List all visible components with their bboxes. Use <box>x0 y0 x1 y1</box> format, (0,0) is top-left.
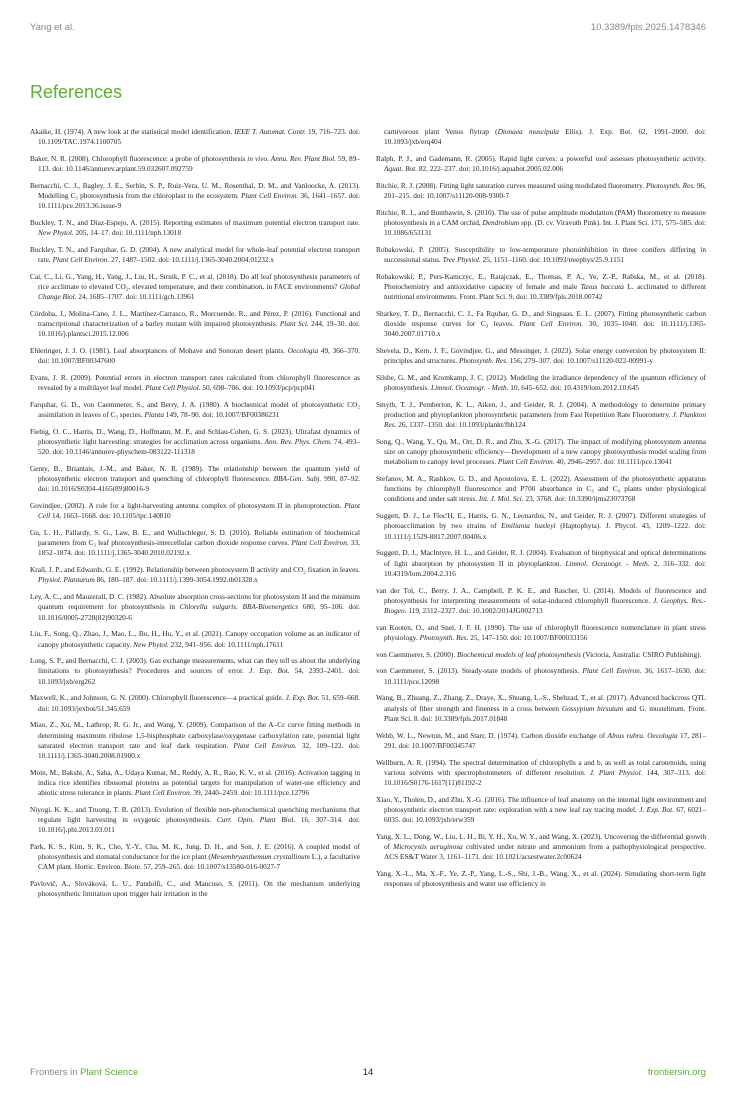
reference-text: 96, 201–215. doi: 10.1007/s11120-008-9300-7 <box>384 180 706 201</box>
reference-journal: Plant Cell Environ. <box>291 538 349 548</box>
reference-entry <box>30 656 360 686</box>
reference-text: 24, 1685–1707. doi: 10.1111/gcb.13961 <box>76 292 195 302</box>
reference-text: 17, 281–291. doi: 10.1007/BF00345747 <box>384 730 706 750</box>
reference-text: Genty, B., Briantais, J.-M., and Baker, N. R. (1989). The relationship between the quantum yield of photosynthetic electron transport and quenching of chlorophyll fluorescence. <box>30 464 360 484</box>
reference-text: Akaike, H. (1974). A new look at the statistical model identification. <box>30 127 235 136</box>
reference-journal: Emiliania huxleyi <box>501 521 556 531</box>
reference-text: (Haptophyta). J. Phycol. 43, 1209–1222. doi: 10.1111/j.1529-8817.2007.00406.x <box>384 521 706 541</box>
reference-text: 36, 1641–1657. doi: 10.1111/pce.2013.36.issue-9 <box>38 191 360 211</box>
reference-journal: Dendrobium <box>482 218 520 228</box>
reference-entry <box>376 437 706 467</box>
reference-journal: Microcystis aeruginosa <box>393 841 463 851</box>
reference-entry <box>30 879 360 899</box>
reference-text: 51, 659–668. doi: 10.1093/jexbot/51.345.659 <box>38 693 360 713</box>
reference-entry <box>30 127 360 147</box>
reference-journal: Alnus rubra. Oecologia <box>607 730 678 740</box>
reference-text: Moin, M., Bakshi, A., Saha, A., Udaya Kumar, M., Reddy, A. R., Rao, K. V., et al. (2016). Activation tagging in indica rice identifies ribosomal proteins as potential targets for manipulation of water-use efficiency and abiotic stress tolerance in plants. <box>30 767 360 797</box>
reference-journal: BBA-Gen. Subj. <box>273 474 322 484</box>
reference-text: Ley, A. C., and Mauzerall, D. C. (1982). Absolute absorption cross-sections for photosystem II and the minimum quantum requirement for photosynthesis in <box>30 592 360 612</box>
reference-entry <box>30 842 360 872</box>
reference-entry <box>376 869 706 889</box>
reference-text: 244, 19–30. doi: 10.1016/j.plantsci.2015.12.006 <box>38 319 360 339</box>
reference-entry <box>30 181 360 211</box>
reference-text: spp. (D. cv. Viravuth Pink). Int. J. Plant Sci. 171, 575–585. doi: 10.1086/653131 <box>384 218 706 238</box>
reference-text: 32, 109–122. doi: 10.1111/j.1365-3040.2008.01900.x <box>38 740 361 760</box>
reference-text: 149, 78–90. doi: 10.1007/BF00386231 <box>163 410 280 420</box>
reference-entry <box>376 373 706 393</box>
reference-text: 67, 6021–6035. doi: 10.1093/jxb/erw359 <box>384 804 707 824</box>
reference-text: Pavlovič, A., Slováková, L. U., Pandolfi, C., and Mancuso, S. (2011). On the mechanism underlying photosynthetic limitation upon trigger hair irritation in the <box>30 878 360 898</box>
reference-text: Long, S. P., and Bernacchi, C. J. (2003). Gas exchange measurements, what can they tell us about the underlying limitations to photosynthesis? Procedures and sources of error. <box>30 656 360 676</box>
reference-text: Ritchie, R. J. (2008). Fitting light saturation curves measured using modulated fluorometry. <box>376 180 647 190</box>
reference-text: Yang, X.-L., Ma, X.-F., Ye, Z.-P., Yang, L.-S., Shi, J.-B., Wang, X., et al. (2024). Simulating short-term light responses of photosynthesis and water use efficiency in <box>376 868 706 888</box>
reference-journal: Curr. Opin. Plant Biol. <box>216 814 296 824</box>
reference-journal: Gossypium hirsutum <box>561 703 624 713</box>
reference-text: van der Tol, C., Berry, J. A., Campbell, P. K. E., and Rascher, U. (2014). Models of fluorescence and photosynthesis for interpreting measurements of solar-induced chlorophyll fluorescence. <box>376 585 706 605</box>
reference-text: 54, 2393–2401. doi: 10.1093/jxb/erg262 <box>38 666 360 686</box>
reference-text: Ehleringer, J. J. O. (1981). Leaf absorptances of Mohave and Sonoran desert plants. <box>30 346 288 356</box>
reference-entry <box>30 373 360 393</box>
reference-text: 990, 87–92. doi: 10.1016/S0304-4165(89)80016-9 <box>38 474 361 494</box>
reference-entry <box>30 501 360 521</box>
reference-entry <box>376 272 706 302</box>
references-column-right <box>376 127 706 896</box>
reference-entry <box>30 528 360 558</box>
reference-entry <box>30 768 360 798</box>
reference-text: Cai, C., Li, G., Yang, H., Yang, J., Liu, H., Struik, P. C., et al. (2018). Do all leaf photosynthesis parameters of rice acclimate to elevated CO₂, elevated temperature, and their combination, in FACE environments? <box>30 272 360 292</box>
reference-text: Stefanov, M. A., Rashkov, G. D., and Apostolova, E. L. (2022). Assessment of the photosynthetic apparatus functions by chlorophyll fluorescence and P700 absorbance in C₃ and C₄ plants under physiological conditions and under salt stress. <box>376 474 706 504</box>
reference-journal: Physiol. Plantarum <box>38 575 95 585</box>
reference-journal: in vivo. Annu. Rev. Plant Biol. <box>247 153 336 163</box>
reference-journal: Plant Cell Environ. <box>582 666 642 676</box>
reference-text: Krall, J. P., and Edwards, G. E. (1992). Relationship between photosystem II activity and CO₂ fixation in leaves. <box>30 565 360 575</box>
reference-text: Smyth, T. J., Pemberton, K. L., Aiken, J., and Geider, R. J. (2004). A methodology to determine primary production and phytoplankton photosynthetic parameters from Fast Repetition Rate Fluorometry. <box>376 400 706 420</box>
reference-text: Park, K. S., Kim, S. K., Cho, Y.-Y., Cha, M. K., Jung, D. H., and Son, J. E. (2016). A coupled model of photosynthesis and stomatal conductance for the ice plant ( <box>30 841 360 861</box>
running-header <box>30 22 706 36</box>
reference-entry <box>376 511 706 541</box>
reference-text: 86, 180–187. doi: 10.1111/j.1399-3054.1992.tb01328.x <box>94 575 258 585</box>
reference-entry <box>376 666 706 686</box>
reference-entry <box>30 805 360 835</box>
reference-text: 50, 698–706. doi: 10.1093/pcp/pcp041 <box>200 383 316 393</box>
reference-text: Suggett, D. J., Le Floc'H, E., Harris, G. N., Leonardos, N., and Geider, R. J. (2007). Different strategies of photoacclimation by two strains of <box>376 511 706 531</box>
reference-entry <box>376 650 706 660</box>
reference-entry <box>30 245 360 265</box>
reference-text: Ralph, P. J., and Gademann, R. (2005). Rapid light curves: a powerful tool assesses photosynthetic activity. <box>376 153 706 163</box>
reference-entry <box>30 400 360 420</box>
footer-journal-prefix: Frontiers in <box>30 1067 81 1078</box>
reference-text: 33, 1852–1874. doi: 10.1111/j.1365-3040.2010.02192.x <box>38 538 360 558</box>
reference-journal: J. Geophys. Res.-Biogeo. <box>384 595 706 615</box>
reference-journal: Photosynth. Res. <box>419 632 469 642</box>
reference-entry <box>30 464 360 494</box>
reference-journal: Plant Cell Environ. <box>497 457 555 467</box>
reference-journal: Plant Cell Environ. <box>241 191 299 201</box>
reference-journal: Oecologia <box>287 346 319 356</box>
reference-text: Yang, X. L., Dong, W., Liu, L. H., Bi, Y. H., Xu, W. Y., and Wang, X. (2023). Uncovering the differential growth of <box>376 831 706 851</box>
reference-journal: J. Exp. Bot. <box>249 666 290 676</box>
reference-journal: Taxus baccata <box>580 282 624 292</box>
reference-entry <box>30 309 360 339</box>
reference-entry <box>30 592 360 622</box>
reference-journal: J. Exp. Bot. <box>285 693 320 703</box>
reference-entry <box>376 127 706 147</box>
footer-journal-name: Plant Science <box>80 1067 139 1078</box>
reference-journal: Dionaea muscipula <box>497 127 559 136</box>
reference-text: 26, 1337–1350. doi: 10.1093/plankt/fbh124 <box>396 420 526 430</box>
reference-entry <box>376 346 706 366</box>
reference-entry <box>30 629 360 649</box>
reference-text: L. acclimated to different nutritional environments. Front. Plant Sci. 9. doi: 10.3389/fpls.2018.00742 <box>384 282 707 302</box>
reference-journal: Plant Cell Physiol. <box>145 383 201 393</box>
reference-entry <box>376 181 706 201</box>
reference-text: Robakowski, P., Pers-Kamczyc, E., Ratajczak, E., Thomas, P. A., Ye, Z.-P., Rabska, M., et al. (2018). Photochemistry and antioxidative capacity of female and male <box>376 272 706 292</box>
reference-journal: Aquat. Bot. <box>384 164 418 174</box>
reference-journal: Plant Cell Environ. <box>134 787 192 797</box>
reference-journal: J. Exp. Bot. <box>639 804 675 814</box>
reference-entry <box>376 245 706 265</box>
reference-text: (Victoria, Australia: CSIRO Publishing). <box>581 649 702 659</box>
reference-journal: Photosynth. Res. <box>646 180 695 190</box>
reference-journal: Ann. Rev. Phys. Chem. <box>264 437 332 447</box>
reference-text: Shevela, D., Kern, J. F., Govindjee, G., and Messinger, J. (2023). Solar energy conversion by photosystem II: principles and structures. <box>376 346 706 366</box>
reference-text: 14, 1663–1668. doi: 10.1105/tpc.140810 <box>50 511 171 521</box>
reference-text: cultivated under nitrate and ammonium from a pathophysiological perspective. ACS ES&T Water 3, 1161–1171. doi: 10.1021/acsestwater.2c00624 <box>384 841 706 861</box>
reference-text: Gu, L. H., Pallardy, S. G., Law, B. E., and Wullschleger, S. D. (2010). Reliable estimation of biochemical parameters from C₃ leaf photosynthesis-intercellular carbon dioxide response curves. <box>30 528 360 548</box>
reference-text: 16, 307–314. doi: 10.1016/j.pbi.2013.03.011 <box>38 814 360 834</box>
reference-text: Govindjee, (2002). A role for a light-harvesting antenna complex of photosystem II in photoprotection. <box>30 501 345 511</box>
reference-text: 2, 316–332. doi: 10.4319/lom.2004.2.316 <box>384 558 707 578</box>
reference-entry <box>376 623 706 643</box>
reference-journal: Global Change Biol. <box>38 282 360 302</box>
reference-text: 144, 307–313. doi: 10.1016/S0176-1617(11)81192-2 <box>384 767 706 787</box>
reference-text: Evans, J. R. (2009). Potential errors in electron transport rates calculated from chlorophyll fluorescence as revealed by a multilayer leaf model. <box>30 373 360 393</box>
reference-text: 23, 3768. doi: 10.3390/ijms23073768 <box>523 494 636 504</box>
reference-text: 25, 147–150. doi: 10.1007/BF00033156 <box>468 632 588 642</box>
reference-text: 39, 2440–2459. doi: 10.1111/pce.12796 <box>191 787 310 797</box>
reference-text: 49, 366–370. doi: 10.1007/BF00347600 <box>38 346 360 366</box>
reference-journal: Biochemical models of leaf photosynthesis <box>456 649 581 659</box>
page-number: 14 <box>362 1067 374 1078</box>
reference-entry <box>376 474 706 504</box>
reference-text: carnivorous plant Venus flytrap ( <box>384 127 498 136</box>
reference-text: Baker, N. R. (2008). Chlorophyll fluorescence: a probe of photosynthesis <box>30 153 248 163</box>
header-authors: Yang et al. <box>30 22 75 33</box>
reference-entry <box>376 309 706 339</box>
reference-journal: Plant Sci. <box>279 319 309 329</box>
references-column-left <box>30 127 360 906</box>
reference-text: 205, 14–17. doi: 10.1111/nph.13018 <box>73 228 182 238</box>
reference-text: Fiebig, O. C., Harris, D., Wang, D., Hoffmann, M. P., and Schlau-Cohen, G. S. (2023). Ultrafast dynamics of photosynthetic light harvesting: strategies for acclimation across organisms. <box>30 427 360 447</box>
reference-text: van Kooten, O., and Snel, J. F. H. (1990). The use of chlorophyll fluorescence nomenclature in plant stress physiology. <box>376 622 706 642</box>
reference-text: 40, 2946–2957. doi: 10.1111/pce.13041 <box>554 457 673 467</box>
reference-entry <box>376 693 706 723</box>
reference-text: Ritchie, R. J., and Bunthawin, S. (2010). The use of pulse amplitude modulation (PAM) fluorometry to measure photosynthesis in a CAM orchid, <box>376 207 706 228</box>
reference-text: Córdoba, J., Molina-Cano, J. L., Martínez-Carrasco, R., Morcuende, R., and Pérez, P. (2016). Functional and transcriptional characterization of a barley mutant with impaired photosynthesis. <box>30 309 360 329</box>
reference-journal: Limnol. Oceanogr. - Meth. <box>431 383 509 393</box>
references-heading: References <box>30 82 123 102</box>
reference-entry <box>376 400 706 430</box>
reference-text: Song, Q., Wang, Y., Qu, M., Ort, D. R., and Zhu, X.-G. (2017). The impact of modifying photosystem antenna size on canopy photosynthetic efficiency—Development of a new canopy photosynthesis model scaling from metabolism to canopy level processes. <box>376 437 706 467</box>
reference-text: 156, 279–307. doi: 10.1007/s11120-022-00991-y <box>507 356 654 366</box>
reference-text: Miao, Z., Xu, M., Lathrop, R. G. Jr., and Wang, Y. (2009). Comparison of the A–Cc curve fitting methods in determining maximum ribulose 1,5-bisphosphate carboxylase/oxygenase carboxylation rate, potential light saturated electron transport rate and leaf dark respiration. <box>30 720 360 750</box>
reference-text: Maxwell, K., and Johnson, G. N. (2000). Chlorophyll fluorescence—a practical guide. <box>30 693 286 703</box>
reference-journal: Plant Cell Environ. <box>52 255 110 265</box>
reference-entry <box>376 795 706 825</box>
reference-text: Silsbe, G. M., and Kromkamp, J. C. (2012). Modeling the irradiance dependency of the quantum efficiency of photosynthesis. <box>376 373 706 393</box>
reference-entry <box>376 731 706 751</box>
reference-journal: Limnol. Oceanogr. - Meth. <box>565 558 650 568</box>
reference-entry <box>30 154 360 174</box>
reference-text: 74, 493–520. doi: 10.1146/annurev-physchem-083122-111318 <box>38 437 360 457</box>
reference-entry <box>376 758 706 788</box>
reference-text: Wang, B., Zhuang, Z., Zhang, Z., Draye, X., Shuang, L.-S., Shehzad, T., et al. (2017). Advanced backcross QTL analysis of fiber strength and fineness in a cross between <box>376 693 706 713</box>
reference-text: 10, 645–652. doi: 10.4319/lom.2012.10.645 <box>508 383 639 393</box>
reference-entry <box>376 832 706 862</box>
reference-text: 25, 1151–1160. doi: 10.1093/treephys/25.9.1151 <box>480 255 625 265</box>
reference-text: 82, 222–237. doi: 10.1016/j.aquabot.2005.02.006 <box>417 164 564 174</box>
reference-entry <box>30 346 360 366</box>
reference-entry <box>376 548 706 578</box>
reference-text: 30, 1035–1040. doi: 10.1111/j.1365-3040.2007.01710.x <box>384 319 706 339</box>
reference-text: 680, 95–106. doi: 10.1016/0005-2728(82)90320-6 <box>38 602 360 622</box>
reference-text: Sharkey, T. D., Bernacchi, C. J., Fa Rquhar, G. D., and Singsaas, E. L. (2007). Fitting photosynthetic carbon dioxide response curves for C₃ leaves. <box>376 309 706 329</box>
reference-text: von Caemmerer, S. (2000). <box>376 649 457 659</box>
reference-text: 119, 2312–2327. doi: 10.1002/2014JG002713 <box>406 605 543 615</box>
reference-journal: J. Plankton Res. <box>384 410 706 430</box>
reference-entry <box>376 208 706 238</box>
reference-journal: Photosynth. Res. <box>458 356 508 366</box>
header-doi: 10.3389/fpls.2025.1478346 <box>590 22 706 33</box>
reference-entry <box>30 720 360 760</box>
reference-text: 59, 89–113. doi: 10.1146/annurev.arplant.59.032607.092759 <box>38 153 360 174</box>
reference-text: and G. mustelinum. Front. Plant Sci. 8. doi: 10.3389/fpls.2017.01848 <box>384 703 706 723</box>
reference-text: Webb, W. L., Newton, M., and Starr, D. (1974). Carbon dioxide exchange of <box>376 730 608 740</box>
reference-entry <box>30 693 360 713</box>
reference-text: L.), a facultative CAM plant. Hortic. Environ. Biote. 57, 259–265. doi: 10.1007/s13580-016-0027-7 <box>38 851 360 871</box>
reference-journal: Plant Cell <box>38 501 360 521</box>
reference-entry <box>30 565 360 585</box>
reference-text: Niyogi, K. K., and Truong, T. B. (2013). Evolution of flexible non-photochemical quenching mechanisms that regulate light harvesting in oxygenic photosynthesis. <box>30 804 360 824</box>
running-footer <box>30 1067 706 1081</box>
reference-text: 36, 1617–1630. doi: 10.1111/pce.12098 <box>384 666 706 686</box>
reference-journal: Planta <box>144 410 164 420</box>
reference-entry <box>30 427 360 457</box>
reference-text: Farquhar, G. D., von Caemmerer, S., and Berry, J. A. (1980). A biochemical model of photosynthetic CO₂ assimilation in leaves of C₃ species. <box>30 400 360 420</box>
reference-text: von Caemmerer, S. (2013). Steady-state models of photosynthesis. <box>376 666 583 676</box>
reference-text: 232, 941–956. doi: 10.1111/nph.17611 <box>168 639 284 649</box>
reference-text: Liu, F., Song, Q., Zhao, J., Mao, L., Bu, H., Hu, Y., et al. (2021). Canopy occupation volume as an indicator of canopy photosynthetic capacity. <box>30 629 360 649</box>
reference-text: Xiao, Y., Tholen, D., and Zhu, X.-G. (2016). The influence of leaf anatomy on the internal light environment and photosynthetic electron transport rate: exploration with a new leaf ray tracing model. <box>376 794 706 814</box>
reference-text: Robakowski, P. (2005). Susceptibility to low-temperature photoinhibition in three conifers differing in successional status. <box>376 245 706 265</box>
reference-journal: Plant Cell Environ. <box>233 740 297 750</box>
reference-journal: J. Plant Physiol. <box>589 767 643 777</box>
reference-journal: New Phytol. <box>133 639 169 649</box>
reference-text: Ellis). J. Exp. Bot. 62, 1991–2000. doi: 10.1093/jxb/erq404 <box>384 127 706 147</box>
reference-text: Suggett, D. J., MacIntyre, H. L., and Geider, R. J. (2004). Evaluation of biophysical and optical determinations of light absorption by photosystem II in phytoplankton. <box>376 548 706 568</box>
reference-journal: New Phytol. <box>38 228 74 238</box>
reference-journal: IEEE T. Automat. Contr. <box>234 127 306 136</box>
reference-text: Wellburn, A. R. (1994). The spectral determination of chlorophylls a and b, as well as total carotenoids, using various solvents with spectrophotometers of different resolution. <box>376 757 706 777</box>
reference-text: Buckley, T. N., and Diaz-Espejo, A. (2015). Reporting estimates of maximum potential electron transport rate. <box>30 218 360 228</box>
reference-entry <box>376 154 706 174</box>
reference-journal: Mesembryanthemum crystallinum <box>210 851 310 861</box>
footer-site-link[interactable]: frontiersin.org <box>647 1067 706 1078</box>
reference-journal: Plant Cell Environ. <box>519 319 584 329</box>
reference-journal: Int. J. Mol. Sci. <box>478 494 524 504</box>
reference-text: Bernacchi, C. J., Bagley, J. E., Serbin, S. P., Ruiz-Vera, U. M., Rosenthal, D. M., and Vanloocke, A. (2013). Modelling C₃ photosynthesis from the chloroplast to the ecosystem. <box>30 180 360 201</box>
reference-text: 19, 716–723. doi: 10.1109/TAC.1974.1100705 <box>38 127 360 147</box>
reference-journal: Chlorella vulgaris. BBA-Bioenergetics <box>179 602 299 612</box>
reference-entry <box>30 218 360 238</box>
reference-journal: Tree Physiol. <box>442 255 481 265</box>
reference-text: 27, 1487–1502. doi: 10.1111/j.1365-3040.2004.01232.x <box>109 255 275 265</box>
reference-entry <box>376 586 706 616</box>
reference-entry <box>30 272 360 302</box>
reference-text: Buckley, T. N., and Farquhar, G. D. (2004). A new analytical model for whole-leaf potential electron transport rate. <box>30 245 360 265</box>
